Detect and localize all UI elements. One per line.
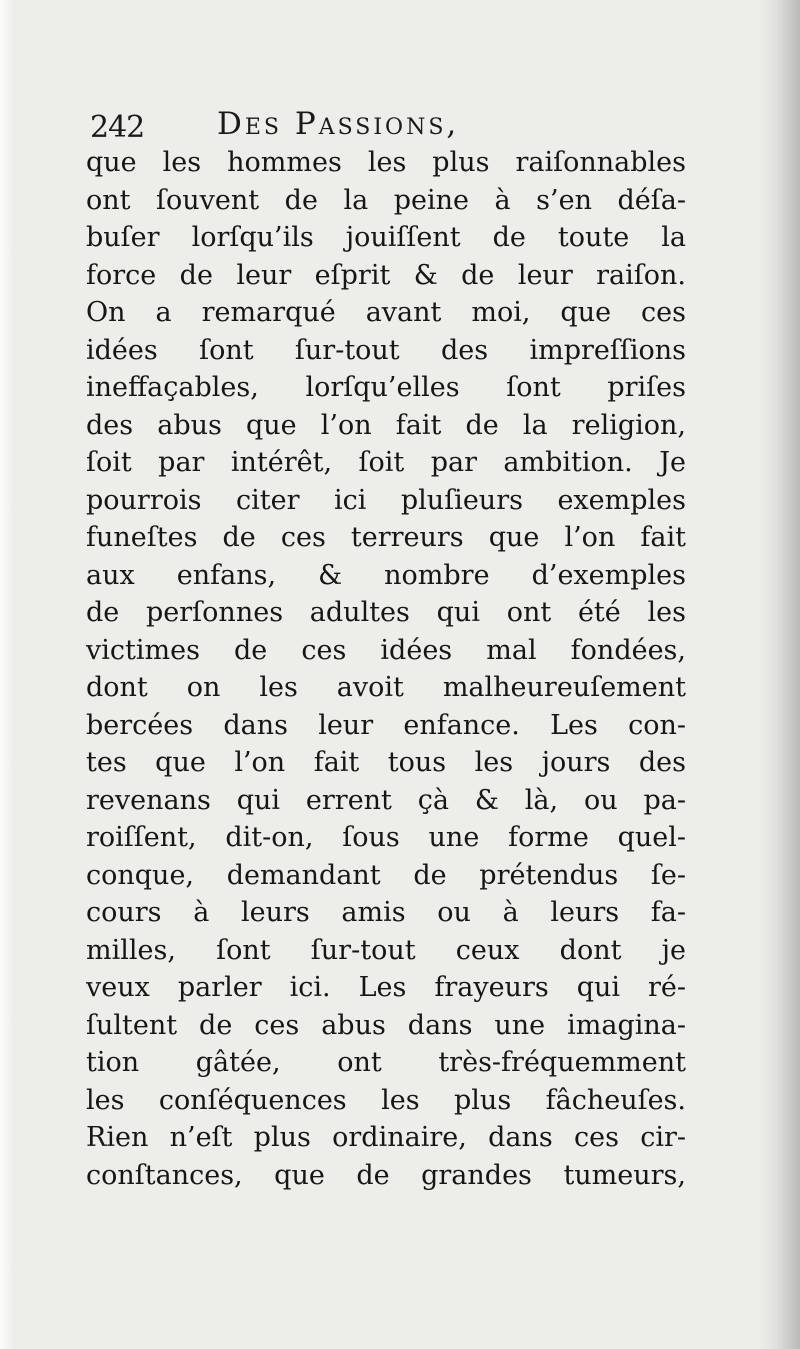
- text-line: milles, ſont ſur-tout ceux dont je: [86, 934, 686, 966]
- text-line: ineffaçables, lorſqu’elles ſont priſes: [86, 372, 686, 403]
- text-line: tes que l’on fait tous les jours des: [86, 747, 686, 778]
- text-line: roiſſent, dit-on, ſous une forme quel-: [86, 822, 686, 853]
- text-line: buſer lorſqu’ils jouiſſent de toute la: [86, 222, 686, 253]
- text-line: conque, demandant de prétendus ſe-: [86, 859, 686, 891]
- text-line: aux enfans, & nombre d’exemples: [86, 559, 686, 591]
- text-line: force de leur eſprit & de leur raiſon.: [86, 259, 686, 291]
- text-line: ſultent de ces abus dans une imagina-: [86, 1009, 686, 1041]
- text-line: revenans qui errent çà & là, ou pa-: [86, 784, 686, 816]
- text-line: cours à leurs amis ou à leurs fa-: [86, 897, 686, 928]
- text-line: tion gâtée, ont très-fréquemment: [86, 1047, 686, 1078]
- text-line: On a remarqué avant moi, que ces: [86, 297, 686, 328]
- text-line: veux parler ici. Les frayeurs qui ré-: [86, 972, 686, 1003]
- body-text: [86, 144, 686, 1194]
- text-line: les conſéquences les plus fâcheuſes.: [86, 1084, 686, 1116]
- page-edge-highlight: [0, 0, 14, 1349]
- binding-gutter-shadow: [758, 0, 800, 1349]
- text-line: des abus que l’on fait de la religion,: [86, 409, 686, 441]
- text-line: Rien n’eſt plus ordinaire, dans ces cir-: [86, 1122, 686, 1153]
- text-line: conſtances, que de grandes tumeurs,: [86, 1159, 686, 1191]
- running-title: Des Passions,: [217, 106, 460, 142]
- text-line: idées ſont ſur-tout des impreſſions: [86, 334, 686, 366]
- text-line: funeſtes de ces terreurs que l’on fait: [86, 522, 686, 553]
- text-line: victimes de ces idées mal fondées,: [86, 634, 686, 666]
- text-line: ont ſouvent de la peine à s’en déſa-: [86, 184, 686, 216]
- text-line: que les hommes les plus raiſonnables: [86, 147, 686, 178]
- text-line: bercées dans leur enfance. Les con-: [86, 709, 686, 741]
- text-line: ſoit par intérêt, ſoit par ambition. Je: [86, 447, 686, 478]
- text-line: dont on les avoit malheureuſement: [86, 672, 686, 703]
- text-line: pourrois citer ici pluſieurs exemples: [86, 484, 686, 516]
- text-line: de perſonnes adultes qui ont été les: [86, 597, 686, 628]
- page-number: 242: [90, 110, 145, 145]
